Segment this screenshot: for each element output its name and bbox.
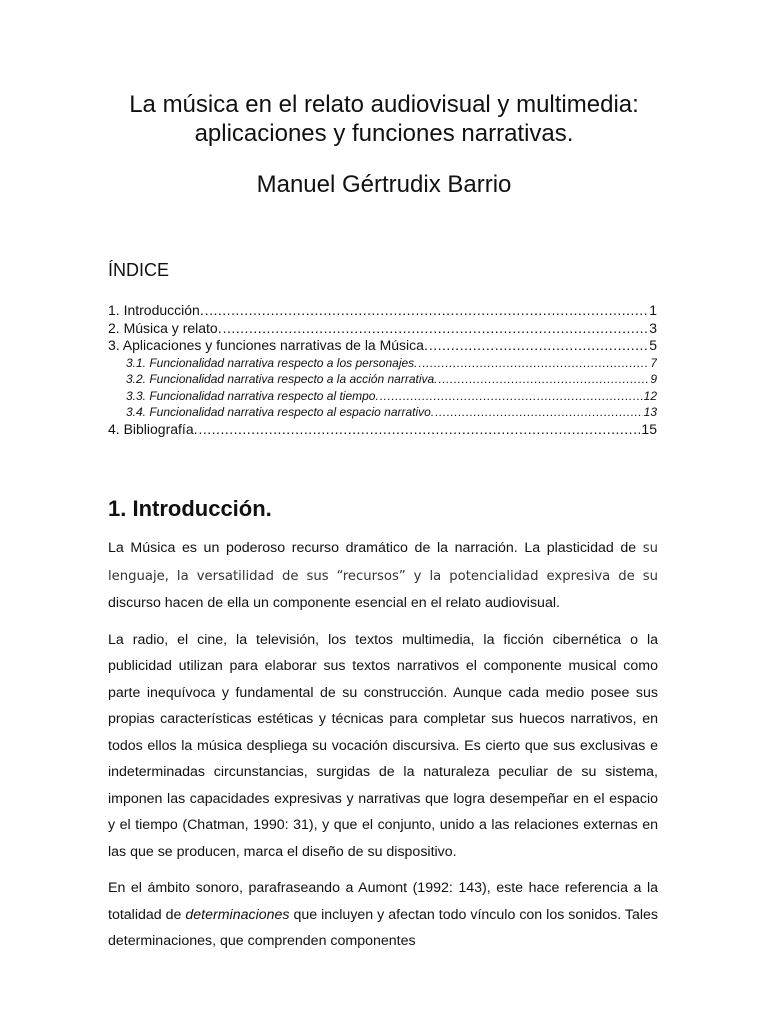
toc-dot-leader <box>199 421 641 439</box>
toc-entry-label: 3.1. Funcionalidad narrativa respecto a los personajes. <box>126 355 418 370</box>
title-line-1: La música en el relato audiovisual y multimedia: <box>129 91 639 118</box>
paragraph: La radio, el cine, la televisión, los textos multimedia, la ficción cibernética o la publicidad utilizan para elaborar sus textos narrativos el componente musical como parte inequívoca y fundamental de su construcción. Aunque cada medio posee sus propias características estéticas y técnicas para completar sus huecos narrativos, en todos ellos la música despliega su vocación discursiva. Es cierto que sus exclusivas e indeterminadas circunstancias, surgidas de la naturaleza peculiar de su sistema, imponen las capacidades expresivas y narrativas que logra desempeñar en el espacio y el tiempo (Chatman, 1990: 31), y que el conjunto, unido a las relaciones externas en las que se producen, marca el diseño de su dispositivo. <box>108 631 658 860</box>
toc-dot-leader <box>419 355 650 372</box>
toc-subentry[interactable] <box>108 355 657 372</box>
toc-entry[interactable] <box>108 337 657 355</box>
emphasis-text: determinaciones <box>185 906 290 923</box>
author-name: Manuel Gértrudix Barrio <box>256 171 512 198</box>
toc-entry-page: 1 <box>649 302 657 318</box>
toc-entry-page: 7 <box>650 355 657 370</box>
paragraph <box>108 875 658 955</box>
toc-entry-page: 12 <box>643 388 657 403</box>
toc-entry[interactable] <box>108 302 657 320</box>
toc-dot-leader <box>439 371 650 388</box>
toc-dot-leader <box>380 388 643 405</box>
toc-subentry[interactable] <box>108 404 657 421</box>
toc-entry[interactable] <box>108 421 657 439</box>
toc-dot-leader <box>435 404 642 421</box>
toc-entry-page: 15 <box>641 420 657 437</box>
paragraph-text: discurso hacen de ella un componente esencial en el relato audiovisual. <box>108 595 560 611</box>
section-heading: 1. Introducción. <box>108 496 272 521</box>
toc-entry-label: 3.3. Funcionalidad narrativa respecto al tiempo. <box>126 388 379 403</box>
toc-dot-leader <box>429 337 648 355</box>
title-line-2: aplicaciones y funciones narrativas. <box>194 120 574 147</box>
toc-entry-label: 3.2. Funcionalidad narrativa respecto a la acción narrativa. <box>126 372 438 386</box>
document-title <box>0 90 768 148</box>
paragraph-text-alt-font: su lenguaje, la versatilidad de sus “recursos” y la potencialidad expresiva de su <box>108 541 658 584</box>
toc-entry-page: 3 <box>649 319 657 336</box>
table-of-contents <box>108 302 657 438</box>
toc-entry-page: 5 <box>649 337 657 353</box>
toc-entry-label: 4. Bibliografía. <box>108 420 198 437</box>
toc-entry[interactable] <box>108 320 657 338</box>
toc-entry-page: 9 <box>650 372 657 386</box>
toc-subentry[interactable] <box>108 388 657 405</box>
toc-entry-page: 13 <box>643 405 657 419</box>
toc-subentry[interactable] <box>108 371 657 388</box>
toc-entry-label: 3.4. Funcionalidad narrativa respecto al espacio narrativo. <box>126 405 435 419</box>
paragraph <box>108 535 658 617</box>
paragraph-text: En el ámbito sonoro, parafraseando a Aumont (1992: 143), este hace referencia a la totalidad de <box>108 880 658 923</box>
toc-entry-label: 2. Música y relato. <box>108 319 222 336</box>
toc-dot-leader <box>223 320 649 338</box>
toc-heading: ÍNDICE <box>108 260 170 280</box>
paragraph-text: que incluyen y afectan todo vínculo con los sonidos. Tales determinaciones, que comprenden componentes <box>108 906 658 949</box>
paragraph-text: La Música es un poderoso recurso dramático de la narración. La plasticidad de <box>108 540 643 556</box>
toc-entry-label: 1. Introducción. <box>108 302 204 318</box>
toc-entry-label: 3. Aplicaciones y funciones narrativas de la Música. <box>108 337 428 353</box>
toc-dot-leader <box>205 302 648 320</box>
body-text <box>108 535 658 965</box>
